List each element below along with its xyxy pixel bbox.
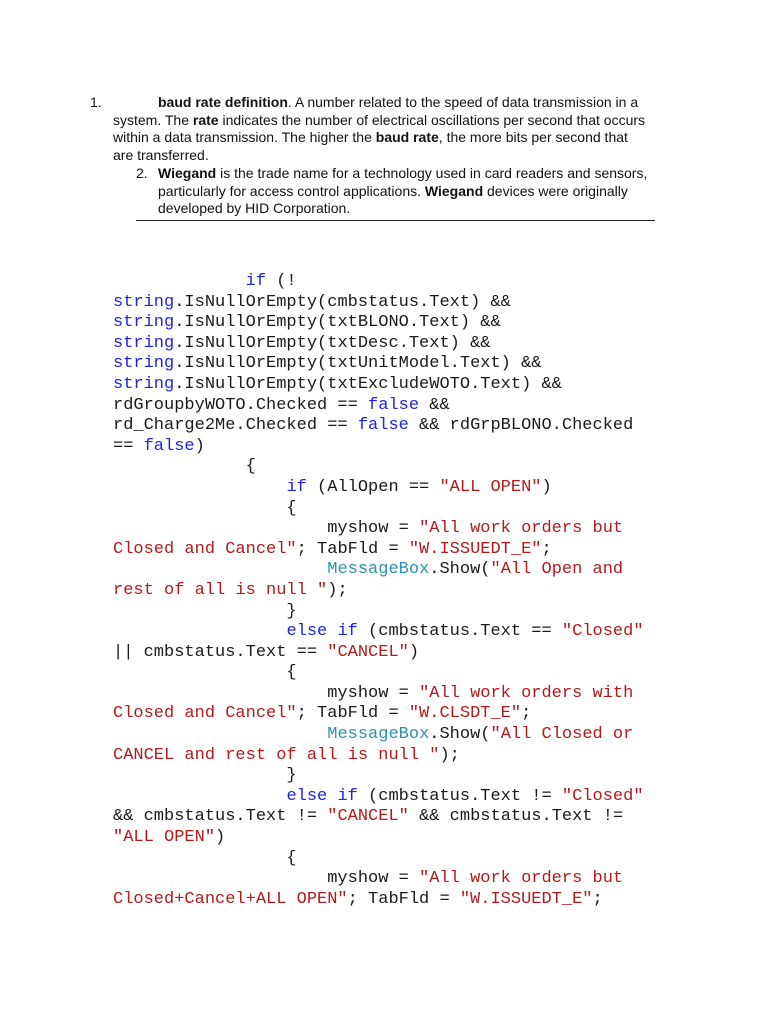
code-text: && cmbstatus.Text != — [408, 807, 624, 827]
code-text — [113, 787, 286, 806]
code-line — [113, 313, 673, 334]
code-keyword: false — [143, 436, 195, 456]
bold-run: rate — [192, 111, 219, 128]
code-line — [113, 766, 673, 787]
code-line — [113, 746, 673, 767]
code-block — [113, 272, 673, 910]
code-string: "All Closed or — [490, 725, 634, 745]
code-text: ) — [541, 477, 552, 497]
code-line — [113, 643, 673, 664]
code-text: && — [419, 395, 450, 415]
code-line — [113, 272, 673, 293]
code-keyword: string — [113, 374, 175, 394]
code-text — [113, 478, 286, 497]
code-text: rdGroupbyWOTO.Checked == — [113, 395, 369, 415]
text-run: . A number related to the speed of data transmission in a system. The — [113, 94, 639, 128]
code-text: ; TabFld = — [296, 539, 409, 559]
code-text: (AllOpen == — [306, 477, 440, 497]
code-line — [113, 478, 673, 499]
list-item-baud-rate — [90, 94, 650, 164]
code-line — [113, 704, 673, 725]
code-string: rest of all is null " — [113, 580, 328, 600]
code-text: { — [113, 457, 256, 477]
code-line — [113, 725, 673, 746]
code-text: ); — [439, 745, 460, 765]
code-text: .IsNullOrEmpty(txtBLONO.Text) && — [174, 313, 501, 333]
code-text: ) — [408, 642, 420, 662]
code-string: "All work orders with — [419, 683, 634, 703]
bold-run: baud rate — [375, 129, 439, 145]
code-keyword: string — [113, 292, 175, 312]
code-keyword: if — [245, 272, 267, 291]
code-line — [113, 581, 673, 602]
code-keyword: false — [357, 416, 409, 436]
code-text: } — [113, 601, 297, 621]
code-text: ; — [592, 889, 603, 909]
code-text: rd_Charge2Me.Checked == — [113, 416, 358, 436]
code-line — [113, 849, 673, 870]
code-line — [113, 396, 673, 417]
code-line — [113, 499, 673, 520]
code-line — [113, 869, 673, 890]
code-keyword: string — [113, 333, 175, 353]
code-line — [113, 334, 673, 355]
code-keyword: string — [113, 354, 175, 374]
list-item-wiegand — [136, 165, 655, 221]
code-text: ); — [327, 580, 348, 600]
code-text: .Show( — [429, 560, 491, 580]
bold-run: Wiegand — [158, 165, 217, 181]
code-text: ; TabFld = — [347, 889, 460, 909]
code-string: Closed+Cancel+ALL OPEN" — [113, 889, 348, 909]
code-text: && cmbstatus.Text != — [113, 807, 328, 827]
code-line — [113, 375, 673, 396]
code-text: && rdGrpBLONO.Checked — [408, 416, 634, 436]
code-line — [113, 457, 673, 478]
list-number: 2. — [136, 165, 148, 181]
code-line — [113, 437, 673, 458]
code-line — [113, 622, 673, 643]
code-text: (cmbstatus.Text == — [357, 622, 562, 642]
code-string: Closed and Cancel" — [113, 704, 297, 724]
code-text: .IsNullOrEmpty(txtExcludeWOTO.Text) && — [174, 374, 562, 394]
code-text — [113, 622, 286, 641]
code-text — [327, 622, 337, 641]
code-line — [113, 519, 673, 540]
code-line — [113, 560, 673, 581]
text-run: devices were originally developed by HID Corporation. — [158, 182, 628, 216]
code-line — [113, 787, 673, 808]
code-line — [113, 354, 673, 375]
code-keyword: else — [286, 786, 328, 806]
text-run: is the trade name for a technology used in card readers and sensors, particularly for access control applications. — [158, 165, 648, 199]
code-text: ; TabFld = — [296, 704, 409, 724]
code-string: "ALL OPEN" — [113, 828, 216, 848]
code-text: .Show( — [429, 725, 491, 745]
code-line — [113, 293, 673, 314]
code-text: { — [113, 498, 297, 518]
text-run: , the more bits per second that are transferred. — [113, 129, 628, 163]
code-text: ) — [215, 828, 226, 848]
code-keyword: if — [337, 622, 358, 642]
code-line — [113, 540, 673, 561]
code-keyword: if — [337, 786, 358, 806]
code-text — [327, 787, 337, 806]
code-type: MessageBox — [327, 725, 430, 745]
code-text — [113, 272, 246, 291]
code-string: "W.CLSDT_E" — [408, 704, 522, 724]
code-string: Closed and Cancel" — [113, 539, 297, 559]
code-string: "CANCEL" — [327, 642, 409, 662]
code-string: CANCEL and rest of all is null " — [113, 745, 440, 765]
code-text: .IsNullOrEmpty(txtUnitModel.Text) && — [174, 354, 542, 374]
code-keyword: string — [113, 313, 175, 333]
code-keyword: if — [286, 477, 307, 497]
list-item-text — [136, 165, 655, 218]
code-string: "ALL OPEN" — [439, 477, 542, 497]
code-text: .IsNullOrEmpty(txtDesc.Text) && — [174, 333, 491, 353]
list-number: 1. — [90, 94, 102, 110]
code-string: "All work orders but — [419, 869, 624, 889]
code-line — [113, 807, 673, 828]
code-text: == — [113, 436, 144, 456]
code-string: "Closed" — [561, 622, 644, 642]
code-line — [113, 416, 673, 437]
code-string: "Closed" — [561, 786, 644, 806]
code-text: ; — [521, 704, 532, 724]
list-item-text — [90, 94, 650, 164]
code-text: myshow = — [113, 519, 420, 539]
code-string: "W.ISSUEDT_E" — [408, 539, 542, 559]
code-string: "All Open and — [490, 560, 624, 580]
code-text: ; — [541, 539, 552, 559]
code-text — [113, 560, 327, 579]
code-text: ) — [194, 436, 205, 456]
code-text: myshow = — [113, 869, 420, 889]
code-text: } — [113, 766, 297, 786]
text-run: indicates the number of electrical oscillations per second that occurs within a data transmission. The higher the — [113, 111, 646, 145]
code-text: (! — [266, 272, 297, 291]
code-text: { — [113, 663, 297, 683]
code-keyword: false — [368, 395, 420, 415]
code-text: { — [113, 848, 297, 868]
code-line — [113, 828, 673, 849]
code-keyword: else — [286, 622, 328, 642]
code-string: "W.ISSUEDT_E" — [459, 889, 593, 909]
code-type: MessageBox — [327, 560, 430, 580]
code-text: .IsNullOrEmpty(cmbstatus.Text) && — [174, 292, 511, 312]
code-line — [113, 684, 673, 705]
code-line — [113, 602, 673, 623]
term-baud-rate-definition: baud rate definition — [158, 94, 288, 110]
code-text: (cmbstatus.Text != — [357, 786, 562, 806]
bold-run: Wiegand — [424, 182, 484, 199]
code-string: "CANCEL" — [327, 807, 409, 827]
code-line — [113, 663, 673, 684]
code-line — [113, 890, 673, 911]
code-string: "All work orders but — [419, 519, 624, 539]
code-text — [113, 725, 327, 744]
code-text: || cmbstatus.Text == — [113, 642, 328, 662]
code-text: myshow = — [113, 683, 420, 703]
